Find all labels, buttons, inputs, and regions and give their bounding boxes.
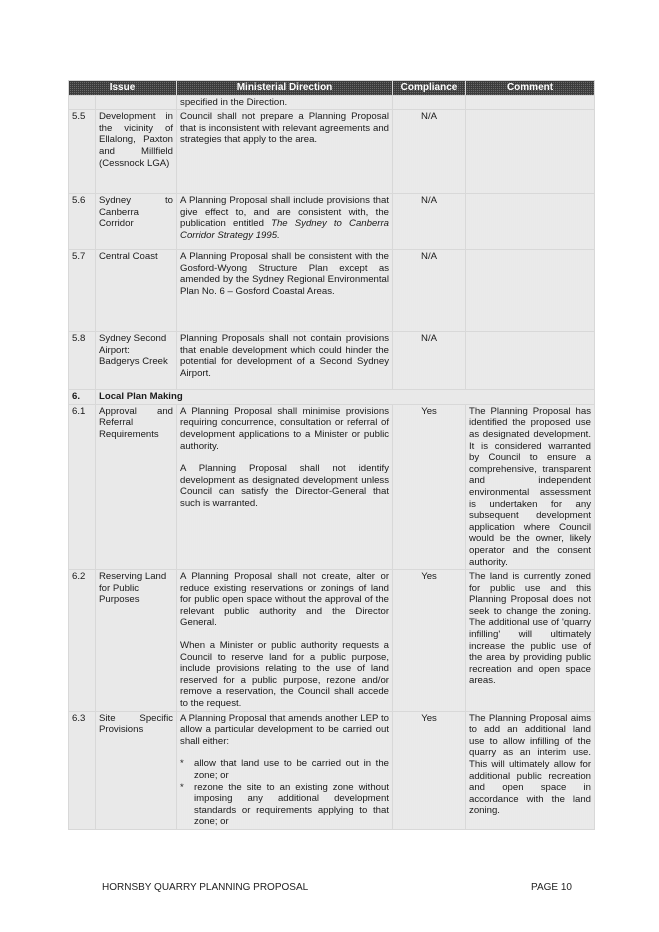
direction-paragraph: A Planning Proposal shall minimise provisions requiring concurrence, consultation or referral of development applications to a Minister or public authority.	[180, 405, 390, 452]
bullet-item	[180, 758, 389, 781]
direction-paragraph: A Planning Proposal that amends another LEP to allow a particular development to be carried out shall either:	[180, 712, 390, 747]
issue-cell: Site Specific Provisions	[96, 711, 177, 829]
section-title: Local Plan Making	[96, 390, 595, 405]
header-issue: Issue	[69, 81, 177, 96]
table-row	[69, 95, 595, 110]
row-number: 6.2	[69, 570, 96, 712]
direction-cell: Planning Proposals shall not contain provisions that enable development which could hinder the potential for development of a Second Sydney Airport.	[177, 332, 393, 390]
issue-cell: Sydney Second Airport: Badgerys Creek	[96, 332, 177, 390]
row-number: 5.5	[69, 110, 96, 194]
table-row	[69, 194, 595, 250]
section-heading-row	[69, 390, 595, 405]
comment-cell: The Planning Proposal has identified the proposed use as designated development. It is considered warranted by Council to ensure a comprehensive, transparent and independent environmental assessment is undertaken for any subsequent development application where Council would be the owner, likely operator and the consent authority.	[466, 404, 595, 569]
issue-cell: Sydney to Canberra Corridor	[96, 194, 177, 250]
compliance-cell: N/A	[393, 332, 466, 390]
issue-cell: Central Coast	[96, 250, 177, 332]
direction-cell	[177, 570, 393, 712]
table-row	[69, 332, 595, 390]
direction-cell: A Planning Proposal shall be consistent with the Gosford-Wyong Structure Plan except as amended by the Sydney Regional Environmental Plan No. 6 – Gosford Coastal Areas.	[177, 250, 393, 332]
compliance-cell: N/A	[393, 110, 466, 194]
bullet-text: allow that land use to be carried out in the zone; or	[194, 758, 390, 781]
bullet-mark: *	[180, 758, 184, 770]
compliance-cell: N/A	[393, 194, 466, 250]
row-number: 5.7	[69, 250, 96, 332]
compliance-cell: Yes	[393, 404, 466, 569]
ministerial-directions-table	[68, 80, 595, 830]
table-row	[69, 110, 595, 194]
row-number: 5.8	[69, 332, 96, 390]
footer-document-title: HORNSBY QUARRY PLANNING PROPOSAL	[102, 882, 309, 893]
comment-cell: The Planning Proposal aims to add an additional land use to allow infilling of the quarry as an interim use. This will ultimately allow for additional public recreation and open space in accordance with the land zoning.	[466, 711, 595, 829]
issue-cell: Reserving Land for Public Purposes	[96, 570, 177, 712]
comment-cell	[466, 332, 595, 390]
comment-cell	[466, 250, 595, 332]
section-number: 6.	[69, 390, 96, 405]
table-row	[69, 250, 595, 332]
header-ministerial-direction: Ministerial Direction	[177, 81, 393, 96]
header-comment: Comment	[466, 81, 595, 96]
direction-cell	[177, 194, 393, 250]
row-number: 5.6	[69, 194, 96, 250]
comment-cell	[466, 110, 595, 194]
direction-paragraph: When a Minister or public authority requests a Council to reserve land for a public purpose, include provisions relating to the use of land reserved for a public purpose, rezone and/or remove a reservation, the Council shall accede to the request.	[180, 640, 390, 710]
bullet-text: rezone the site to an existing zone without imposing any additional development standards or requirements applying to that zone; or	[194, 781, 390, 828]
direction-cell	[177, 711, 393, 829]
issue-cell: Approval and Referral Requirements	[96, 404, 177, 569]
direction-cell: Council shall not prepare a Planning Proposal that is inconsistent with relevant agreements and strategies that apply to the area.	[177, 110, 393, 194]
comment-cell: The land is currently zoned for public use and this Planning Proposal does not seek to change the zoning. The additional use of 'quarry infilling' will ultimately increase the public use of the area by providing public recreation and open space areas.	[466, 570, 595, 712]
row-number: 6.3	[69, 711, 96, 829]
direction-paragraph: A Planning Proposal shall not create, alter or reduce existing reservations or zonings of land for public open space without the approval of the relevant public authority and the Director General.	[180, 571, 390, 629]
header-compliance: Compliance	[393, 81, 466, 96]
table-header-row	[69, 81, 595, 96]
compliance-cell: Yes	[393, 711, 466, 829]
comment-cell	[466, 194, 595, 250]
direction-cell: specified in the Direction.	[177, 95, 393, 110]
footer-page-number: PAGE 10	[531, 882, 572, 893]
bullet-item	[180, 782, 389, 828]
table-row	[69, 404, 595, 569]
issue-cell: Development in the vicinity of Ellalong, Paxton and Millfield (Cessnock LGA)	[96, 110, 177, 194]
table-row	[69, 711, 595, 829]
publication-title: The Sydney to Canberra Corridor Strategy 1995.	[180, 218, 390, 241]
row-number: 6.1	[69, 404, 96, 569]
table-row	[69, 570, 595, 712]
compliance-cell: Yes	[393, 570, 466, 712]
direction-text: A Planning Proposal shall include provisions that give effect to, and are consistent with, the publication entitled	[180, 195, 390, 230]
direction-paragraph: A Planning Proposal shall not identify development as designated development unless Council can satisfy the Director-General that such is warranted.	[180, 463, 390, 509]
direction-cell	[177, 404, 393, 569]
compliance-cell: N/A	[393, 250, 466, 332]
bullet-mark: *	[180, 781, 184, 793]
